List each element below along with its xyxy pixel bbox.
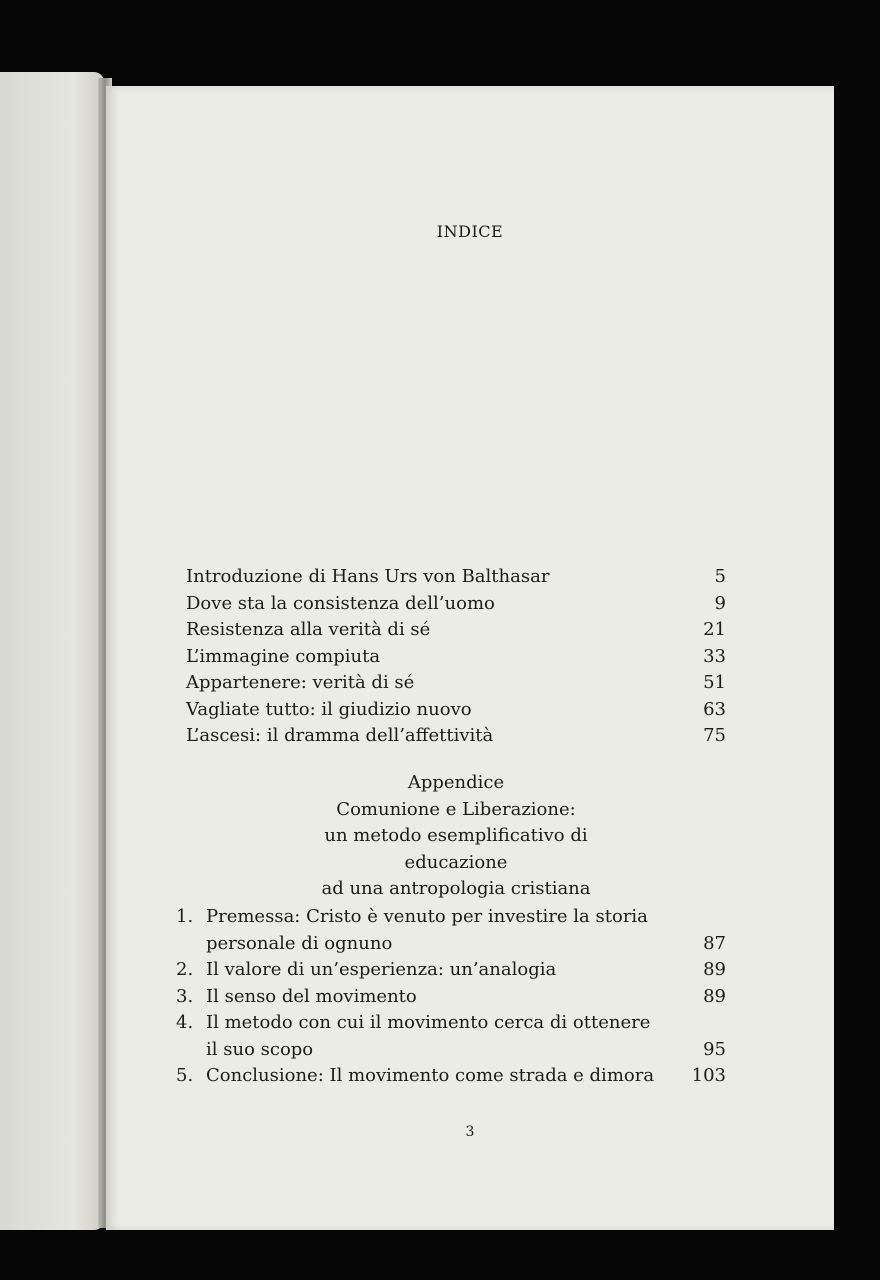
toc-entry (186, 591, 726, 618)
toc-entry-title: L’ascesi: il dramma dell’affettività (186, 725, 494, 746)
section-index: 3. (176, 985, 194, 1007)
section-page: 87 (703, 932, 726, 954)
page-heading: INDICE (436, 222, 504, 241)
toc-entry-page: 9 (714, 592, 726, 614)
section-line (176, 984, 726, 1011)
section-page: 95 (703, 1038, 726, 1060)
section-index: 5. (176, 1065, 194, 1086)
appendix-section (176, 904, 726, 957)
section-line (176, 957, 726, 984)
toc-entry (186, 723, 726, 750)
appendix-heading (186, 770, 726, 903)
toc-entry-page: 5 (714, 566, 726, 587)
toc-entry-page: 63 (703, 698, 726, 720)
section-title-line2: personale di ognuno (206, 932, 393, 954)
appendix-subtitle-line: un metodo esemplificativo di (324, 825, 588, 846)
toc-entry-page: 21 (703, 619, 726, 640)
toc-entry (186, 697, 726, 724)
section-page: 103 (691, 1065, 726, 1086)
section-title-line1: Conclusione: Il movimento come strada e dimora (206, 1065, 655, 1086)
toc-entry-title: Dove sta la consistenza dell’uomo (186, 592, 495, 614)
appendix-section (176, 957, 726, 984)
left-page (0, 72, 104, 1230)
section-index: 4. (176, 1012, 194, 1033)
toc-entry-title: Resistenza alla verità di sé (186, 619, 431, 640)
section-line (176, 904, 726, 931)
section-title-line1: Il senso del movimento (206, 985, 417, 1007)
section-title-line2: il suo scopo (206, 1038, 314, 1060)
toc-entry (186, 617, 726, 644)
page-number: 3 (465, 1124, 475, 1140)
toc-entry-page: 33 (703, 645, 726, 667)
section-line (176, 1037, 726, 1064)
appendix-title: Appendice (407, 772, 505, 793)
section-line (176, 931, 726, 958)
section-page: 89 (703, 959, 726, 980)
toc-entry-page: 51 (703, 672, 726, 693)
section-title-line1: Il valore di un’esperienza: un’analogia (206, 959, 557, 980)
section-line (176, 1063, 726, 1090)
section-title-line1: Il metodo con cui il movimento cerca di ottenere (206, 1012, 651, 1033)
section-page: 89 (703, 985, 726, 1007)
section-line (176, 1010, 726, 1037)
section-index: 1. (176, 906, 194, 927)
appendix-subtitle-line: ad una antropologia cristiana (321, 878, 591, 899)
toc-entry-page: 75 (703, 725, 726, 746)
section-index: 2. (176, 959, 194, 980)
appendix-subtitle-line: Comunione e Liberazione: (336, 798, 576, 820)
appendix-section (176, 1063, 726, 1090)
index-page (106, 86, 834, 1230)
toc-entry (186, 564, 726, 591)
toc-entry-title: L’immagine compiuta (186, 645, 381, 667)
toc-entry (186, 670, 726, 697)
appendix-sections (176, 904, 726, 1090)
appendix-section (176, 1010, 726, 1063)
toc-entry-title: Appartenere: verità di sé (186, 672, 415, 693)
section-title-line1: Premessa: Cristo è venuto per investire la storia (206, 906, 648, 927)
toc-entry-title: Introduzione di Hans Urs von Balthasar (186, 566, 550, 587)
table-of-contents (186, 564, 726, 750)
toc-entry-title: Vagliate tutto: il giudizio nuovo (186, 698, 472, 720)
toc-entry (186, 644, 726, 671)
appendix-subtitle-line: educazione (404, 851, 508, 873)
appendix-section (176, 984, 726, 1011)
